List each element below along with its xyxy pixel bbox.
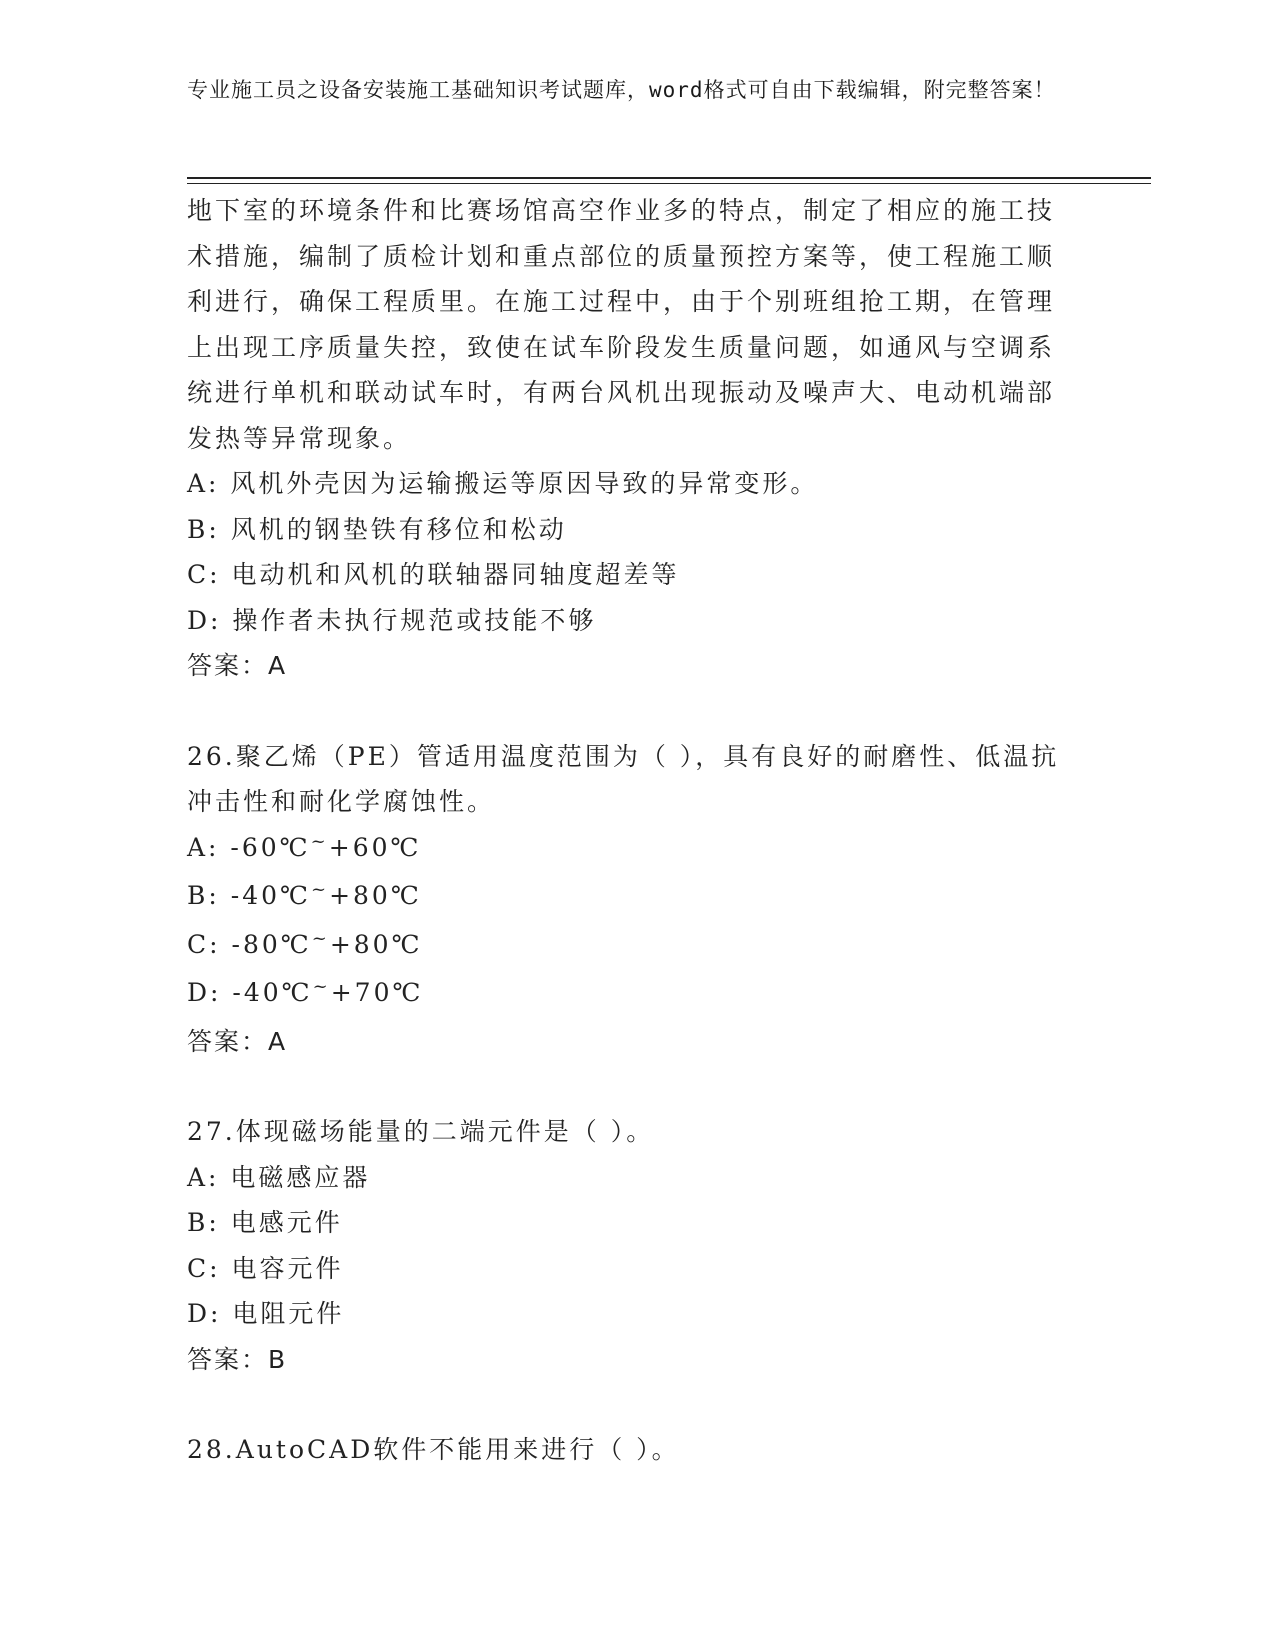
- q27-option-d: D: 电阻元件: [187, 1299, 345, 1328]
- q27-title: 27.体现磁场能量的二端元件是（ ）。: [187, 1117, 655, 1146]
- document-header: 专业施工员之设备安装施工基础知识考试题库，word格式可自由下载编辑，附完整答案！: [187, 78, 1056, 102]
- q26-option-b-prefix: B: -40℃: [187, 881, 311, 910]
- q25-answer: 答案：A: [187, 651, 288, 680]
- tilde-mark: ~: [312, 976, 331, 997]
- q26-option-d-suffix: +70℃: [330, 978, 424, 1007]
- q25-option-c: C: 电动机和风机的联轴器同轴度超差等: [187, 560, 680, 589]
- q26-option-a-prefix: A: -60℃: [187, 832, 311, 862]
- tilde-mark: ~: [310, 830, 329, 852]
- q25-option-b: B: 风机的钢垫铁有移位和松动: [187, 514, 567, 544]
- question-content: [187, 188, 1067, 1473]
- q26-option-b: [187, 873, 1067, 922]
- q26-option-d: [187, 970, 1067, 1019]
- spacer: [187, 1382, 1067, 1427]
- q27-option-c: C: 电容元件: [187, 1253, 344, 1283]
- q26-option-b-suffix: +80℃: [329, 881, 422, 910]
- q26-option-c-prefix: C: -80℃: [187, 929, 312, 959]
- header-divider-thick: [187, 177, 1151, 179]
- q28-title: 28.AutoCAD软件不能用来进行（ ）。: [187, 1435, 680, 1464]
- q26-option-a: [187, 825, 1067, 874]
- q26-option-c: [187, 922, 1067, 971]
- q27-option-a: A: 电磁感应器: [187, 1162, 371, 1192]
- spacer: [187, 1064, 1067, 1109]
- q25-option-d: D: 操作者未执行规范或技能不够: [187, 605, 597, 635]
- q26-answer: 答案：A: [187, 1026, 288, 1056]
- q25-option-a: A: 风机外壳因为运输搬运等原因导致的异常变形。: [187, 469, 819, 498]
- tilde-mark: ~: [311, 927, 330, 949]
- q25-stem: 地下室的环境条件和比赛场馆高空作业多的特点，制定了相应的施工技术措施，编制了质检计划和重点部位的质量预控方案等，使工程施工顺利进行，确保工程质里。在施工过程中，由于个别班组抢工期，在管理上出现工序质量失控，致使在试车阶段发生质量问题，如通风与空调系统进行单机和联动试车时，有两台风机出现振动及噪声大、电动机端部发热等异常现象。: [187, 196, 1056, 453]
- tilde-mark: ~: [310, 879, 330, 900]
- q26-option-d-prefix: D: -40℃: [187, 978, 313, 1007]
- q27-option-b: B: 电感元件: [187, 1208, 343, 1237]
- spacer: [187, 689, 1067, 734]
- q26-title: 26.聚乙烯（PE）管适用温度范围为（ ），具有良好的耐磨性、低温抗冲击性和耐化学腐蚀性。: [187, 741, 1060, 816]
- q26-option-a-suffix: +60℃: [328, 832, 422, 862]
- header-divider-thin: [187, 183, 1151, 184]
- q27-answer: 答案：B: [187, 1344, 288, 1374]
- q26-option-c-suffix: +80℃: [329, 929, 423, 959]
